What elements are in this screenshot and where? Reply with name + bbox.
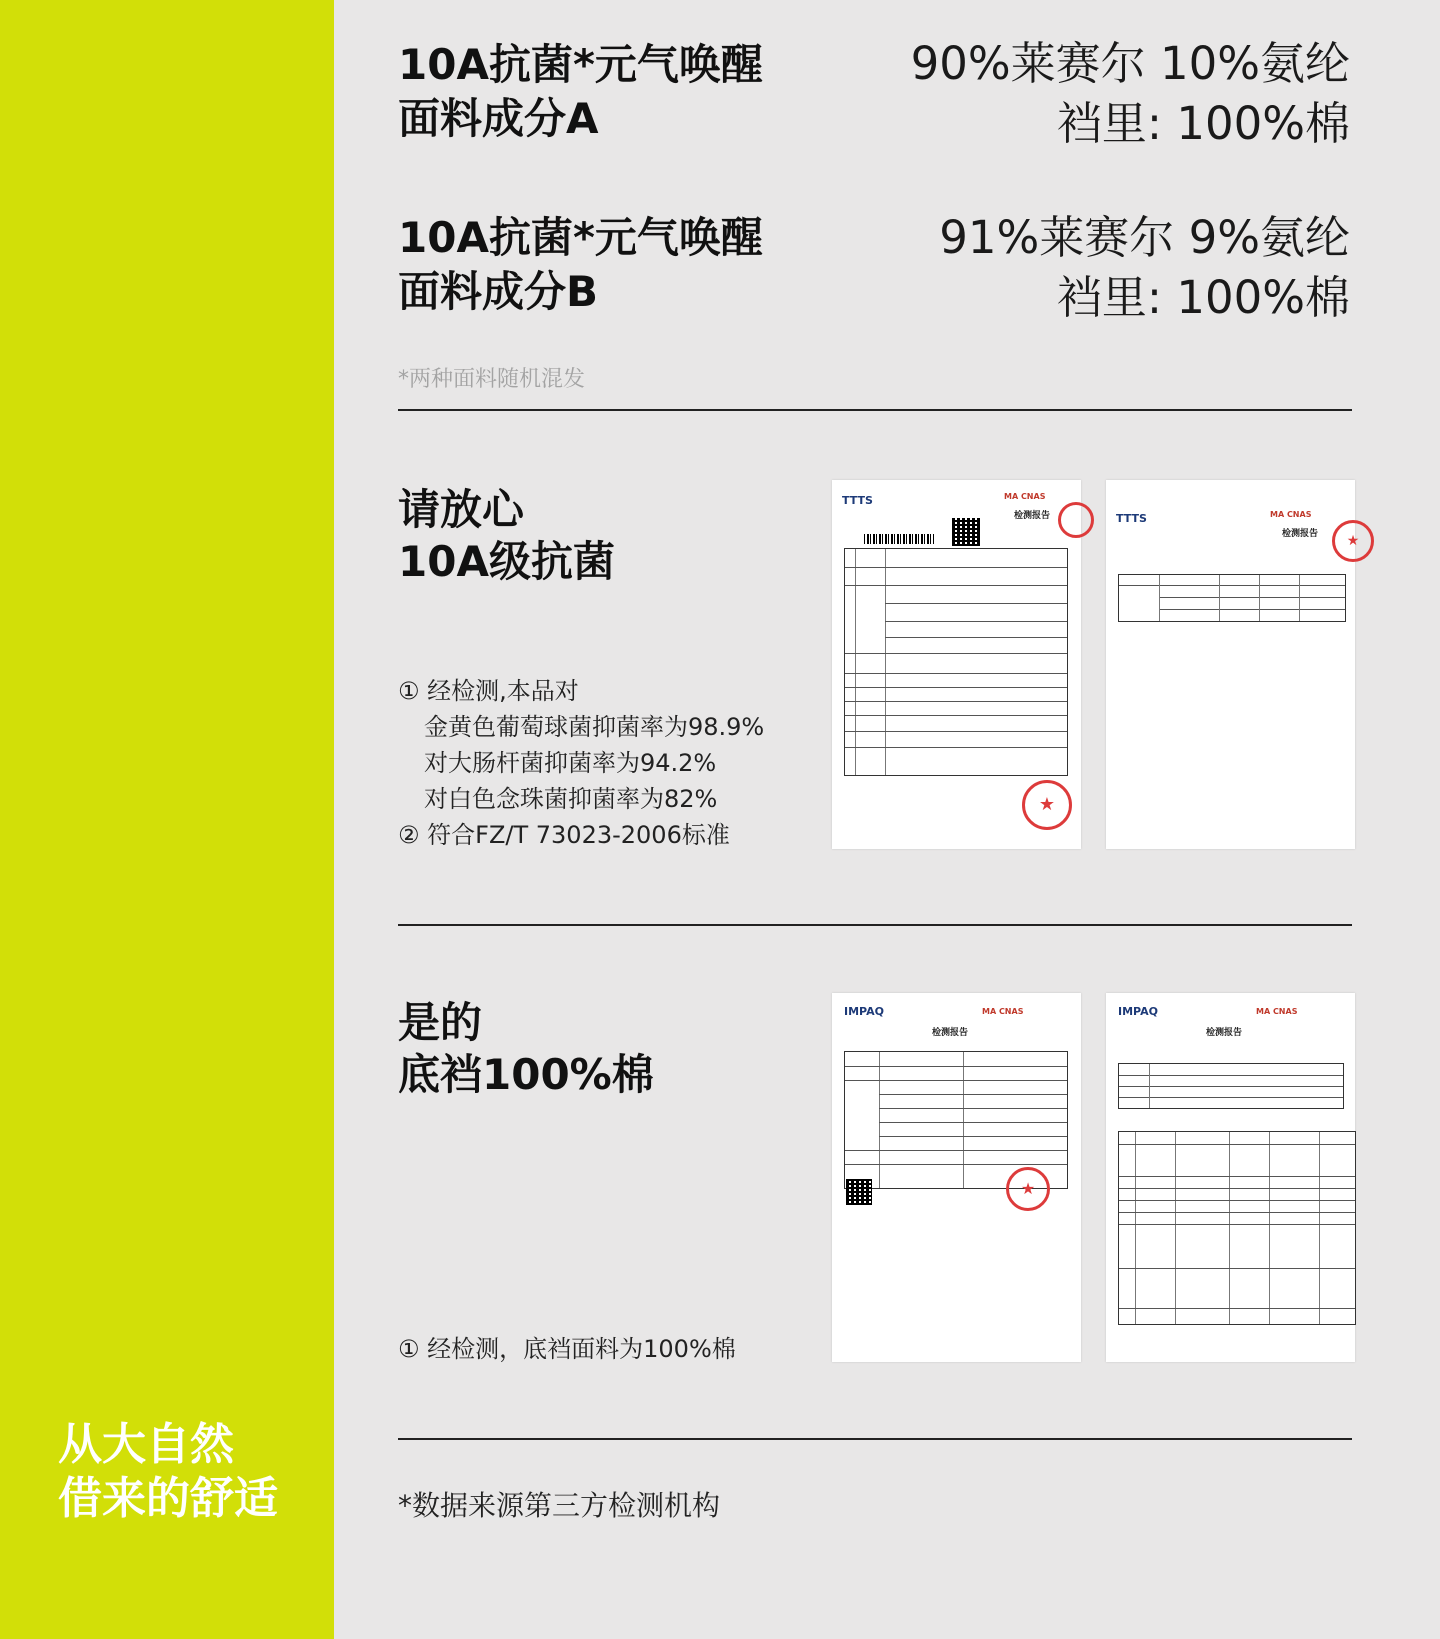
sidebar-slogan	[58, 1418, 278, 1526]
fabric-b-crotch: 裆里: 100%棉	[1056, 271, 1350, 324]
table-line	[1119, 1075, 1343, 1076]
main-content	[398, 0, 1360, 1639]
table-line	[1269, 1132, 1270, 1324]
table-line	[1149, 1064, 1150, 1108]
divider	[398, 409, 1352, 411]
table-line	[1119, 1212, 1355, 1213]
table-line	[879, 1136, 1067, 1137]
doc-title: 检测报告	[1014, 511, 1051, 521]
table-line	[1119, 1097, 1343, 1098]
table-line	[845, 1080, 1067, 1081]
claim-item: ② 符合FZ/T 73023-2006标准	[398, 821, 730, 849]
table-line	[1119, 1086, 1343, 1087]
table-line	[845, 701, 1067, 702]
table-line	[845, 731, 1067, 732]
slogan-line-2: 借来的舒适	[58, 1473, 278, 1524]
doc-logo: TTTS	[1116, 512, 1147, 525]
table-line	[879, 1122, 1067, 1123]
antibacterial-claims	[398, 673, 764, 853]
table-line	[879, 1108, 1067, 1109]
cert-marks-icon: MA CNAS	[1004, 492, 1046, 501]
cotton-report-thumbnail-2[interactable]	[1106, 993, 1355, 1362]
report-table	[844, 548, 1068, 776]
qr-code-icon	[952, 518, 980, 546]
antibacterial-title-line-2: 10A级抗菌	[398, 537, 615, 586]
mix-note: *两种面料随机混发	[398, 367, 586, 392]
cotton-title-line-2: 底裆100%棉	[398, 1050, 654, 1099]
barcode-icon	[864, 534, 934, 544]
fabric-a-composition	[911, 34, 1350, 154]
table-line	[885, 621, 1067, 622]
table-line	[885, 549, 886, 775]
fabric-a-title	[398, 38, 763, 146]
table-line	[855, 549, 856, 775]
table-line	[1119, 1144, 1355, 1145]
doc-title: 检测报告	[932, 1028, 969, 1038]
cotton-report-thumbnail-1[interactable]	[832, 993, 1081, 1362]
doc-logo: IMPAQ	[844, 1005, 884, 1018]
claim-item: 对白色念珠菌抑菌率为82%	[424, 785, 718, 813]
cotton-title	[398, 997, 654, 1101]
red-seal-stamp-icon	[1058, 502, 1094, 538]
cert-marks-icon: MA CNAS	[1270, 510, 1312, 519]
table-line	[1159, 597, 1345, 598]
fabric-b-composition	[939, 208, 1350, 328]
table-line	[1119, 1200, 1355, 1201]
table-line	[845, 1164, 1067, 1165]
fabric-b-title-line-1: 10A抗菌*元气唤醒	[398, 213, 763, 262]
cotton-title-line-1: 是的	[398, 998, 483, 1047]
fabric-a-composition-main: 90%莱赛尔 10%氨纶	[910, 37, 1350, 90]
table-line	[885, 637, 1067, 638]
table-line	[885, 603, 1067, 604]
claim-item: ① 经检测，底裆面料为100%棉	[398, 1335, 736, 1363]
table-line	[845, 687, 1067, 688]
table-line	[1119, 1188, 1355, 1189]
table-line	[1319, 1132, 1320, 1324]
cert-marks-icon: MA CNAS	[1256, 1007, 1298, 1016]
table-line	[1219, 575, 1220, 621]
table-line	[1175, 1132, 1176, 1324]
table-line	[1159, 575, 1160, 621]
table-line	[1259, 575, 1260, 621]
doc-logo: TTTS	[842, 494, 873, 507]
table-line	[1159, 609, 1345, 610]
table-line	[1119, 1308, 1355, 1309]
table-line	[1119, 585, 1345, 586]
divider	[398, 1438, 1352, 1440]
claim-item: 对大肠杆菌抑菌率为94.2%	[424, 749, 717, 777]
slogan-line-1: 从大自然	[58, 1419, 234, 1470]
fabric-a-title-line-1: 10A抗菌*元气唤醒	[398, 40, 763, 89]
fabric-a-crotch: 裆里: 100%棉	[1056, 97, 1350, 150]
table-line	[845, 715, 1067, 716]
claim-item: ① 经检测,本品对	[398, 677, 579, 705]
table-line	[845, 1150, 1067, 1151]
report-table	[1118, 1063, 1344, 1109]
table-line	[1135, 1132, 1136, 1324]
red-seal-stamp-icon: ★	[1006, 1167, 1050, 1211]
divider	[398, 924, 1352, 926]
table-line	[1229, 1132, 1230, 1324]
fabric-b-composition-main: 91%莱赛尔 9%氨纶	[939, 211, 1350, 264]
antibacterial-title	[398, 484, 615, 588]
cert-marks-icon: MA CNAS	[982, 1007, 1024, 1016]
report-table	[1118, 1131, 1356, 1325]
red-seal-stamp-icon: ★	[1022, 780, 1072, 830]
table-line	[1119, 1268, 1355, 1269]
table-line	[845, 747, 1067, 748]
table-line	[1299, 575, 1300, 621]
cotton-claims	[398, 1331, 736, 1367]
fabric-b-title	[398, 211, 763, 319]
doc-title: 检测报告	[1282, 529, 1319, 539]
table-line	[845, 673, 1067, 674]
test-report-thumbnail-2[interactable]	[1106, 480, 1360, 849]
red-seal-stamp-icon: ★	[1332, 520, 1374, 562]
fabric-a-title-line-2: 面料成分A	[398, 94, 599, 143]
table-line	[963, 1052, 964, 1188]
table-line	[845, 653, 1067, 654]
claim-item: 金黄色葡萄球菌抑菌率为98.9%	[424, 713, 765, 741]
table-line	[845, 567, 1067, 568]
fabric-b-title-line-2: 面料成分B	[398, 267, 599, 316]
qr-code-icon	[846, 1179, 872, 1205]
data-source-footnote: *数据来源第三方检测机构	[398, 1489, 721, 1522]
table-line	[845, 1066, 1067, 1067]
left-accent-sidebar	[0, 0, 334, 1639]
table-line	[1119, 1176, 1355, 1177]
report-table	[1118, 574, 1346, 622]
table-line	[879, 1052, 880, 1188]
test-report-thumbnail-1[interactable]	[832, 480, 1081, 849]
doc-logo: IMPAQ	[1118, 1005, 1158, 1018]
doc-title: 检测报告	[1206, 1028, 1243, 1038]
table-line	[845, 585, 1067, 586]
antibacterial-title-line-1: 请放心	[398, 485, 525, 534]
table-line	[879, 1094, 1067, 1095]
table-line	[1119, 1224, 1355, 1225]
